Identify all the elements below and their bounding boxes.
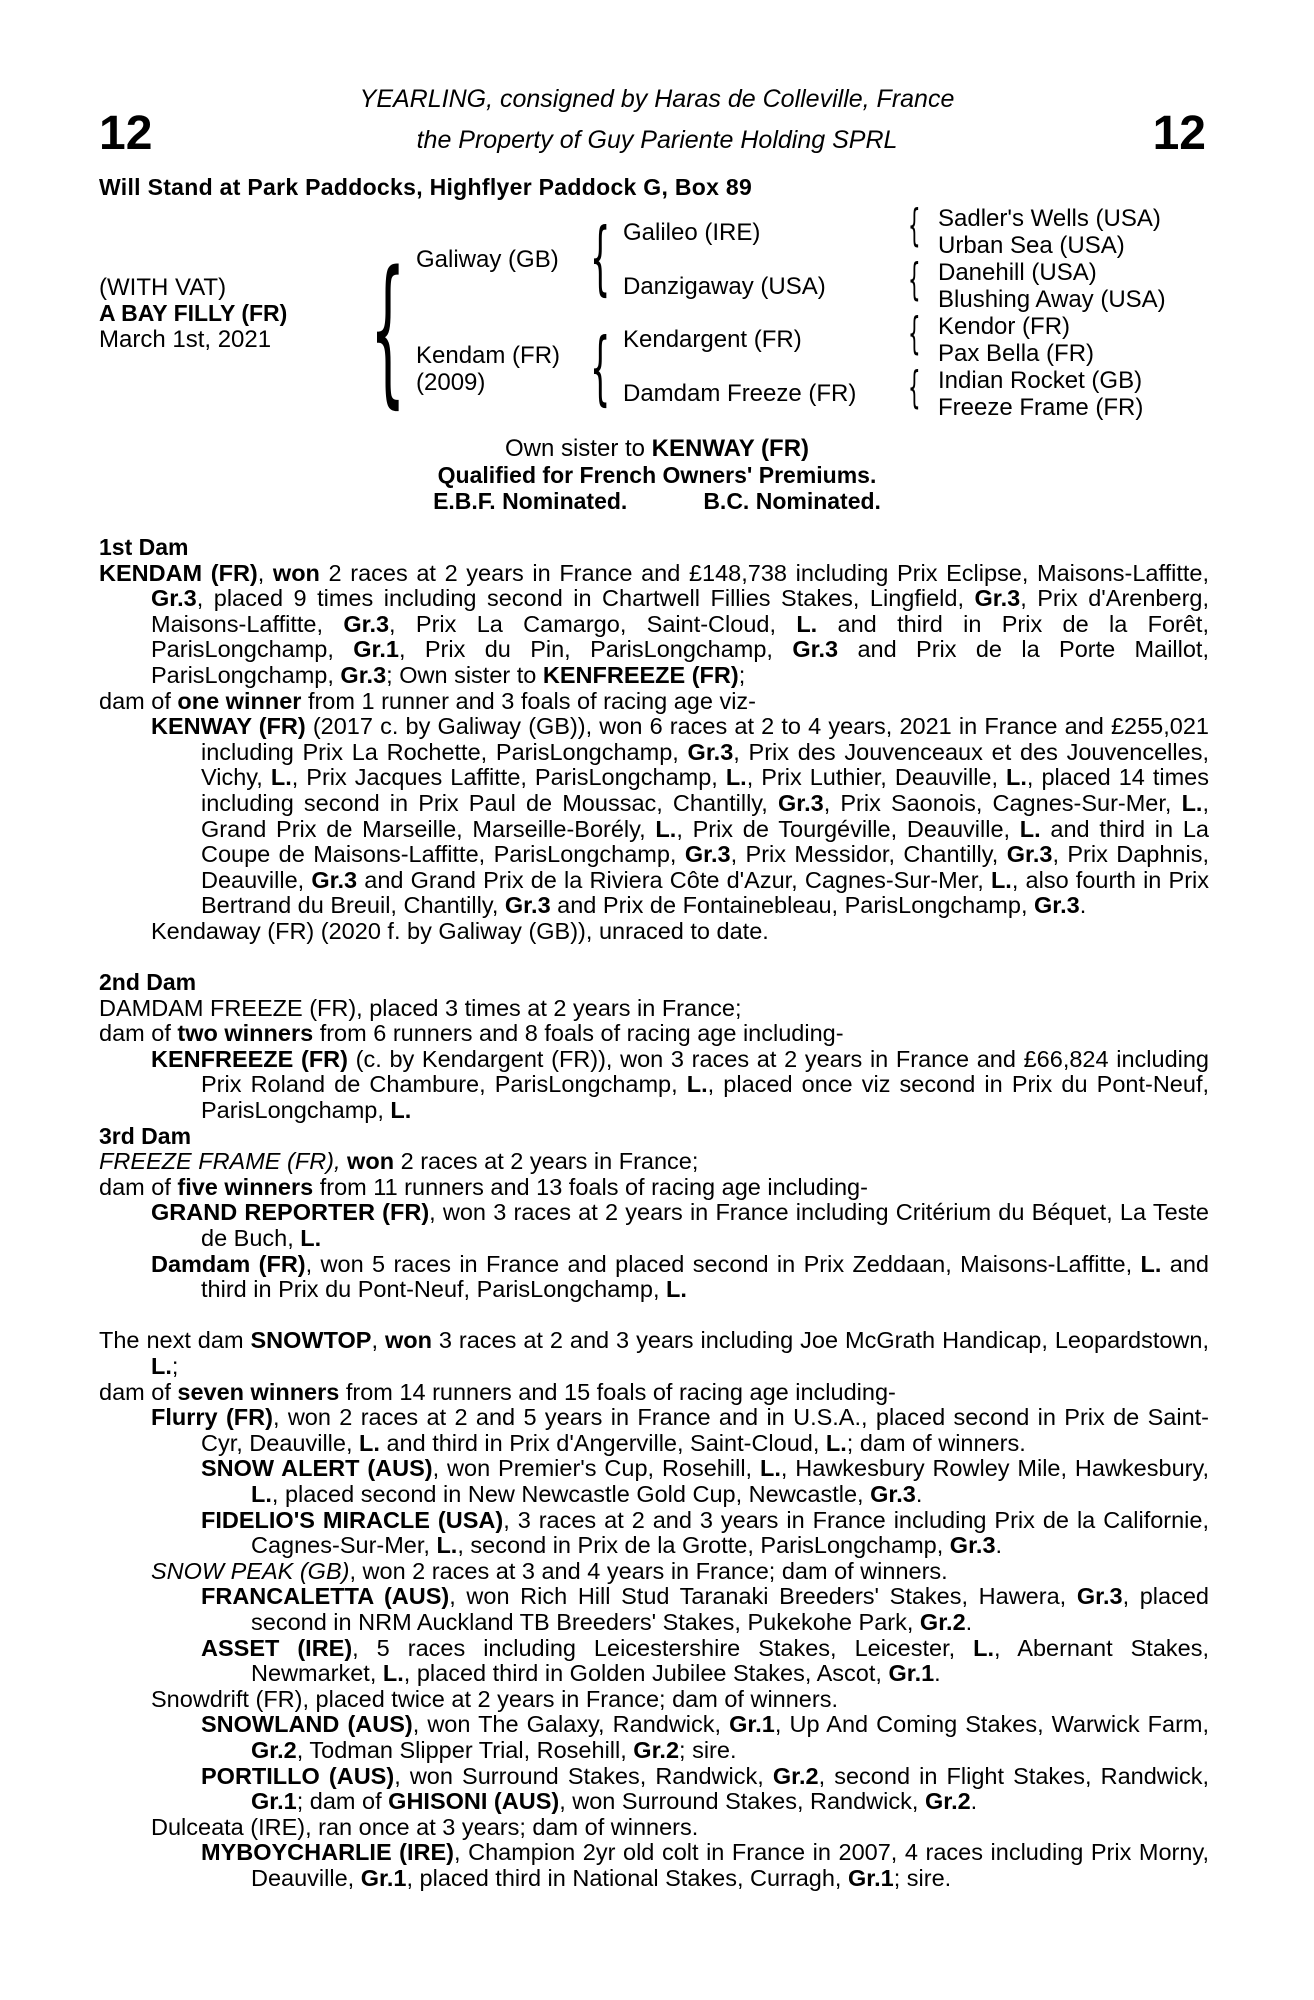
snowland-entry: SNOWLAND (AUS), won The Galaxy, Randwick, Gr.1, Up And Coming Stakes, Warwick Farm, Gr.2, Todman Slipper Trial, Rosehill, Gr.2; sire. [201, 1711, 1210, 1763]
dam-dam: Damdam Freeze (FR) [623, 380, 857, 407]
horse-dob: March 1st, 2021 [99, 326, 272, 353]
catalogue-body [99, 535, 1209, 1891]
sire-sire: Galileo (IRE) [623, 219, 761, 246]
ped-ddd: Freeze Frame (FR) [938, 394, 1144, 421]
portillo-entry: PORTILLO (AUS), won Surround Stakes, Randwick, Gr.2, second in Flight Stakes, Randwick, Gr.1; dam of GHISONI (AUS), won Surround Stakes, Randwick, Gr.2. [201, 1762, 1210, 1815]
stand-location: Will Stand at Park Paddocks, Highflyer Paddock G, Box 89 [99, 174, 753, 200]
brace-gen3-1: { [908, 200, 921, 251]
ped-ssd: Urban Sea (USA) [938, 232, 1125, 259]
dam-sire: Kendargent (FR) [623, 326, 802, 353]
sire-name: Galiway (GB) [416, 246, 559, 273]
snow-alert-entry: SNOW ALERT (AUS), won Premier's Cup, Rosehill, L., Hawkesbury Rowley Mile, Hawkesbury, L., placed second in New Newcastle Gold Cup, Newcastle, Gr.3. [201, 1455, 1209, 1507]
snowdrift-entry: Snowdrift (FR), placed twice at 2 years in France; dam of winners. [151, 1685, 838, 1712]
brace-gen1: { [370, 236, 406, 423]
third-dam-header: 3rd Dam [99, 1122, 192, 1149]
second-dam-line: DAMDAM FREEZE (FR), placed 3 times at 2 years in France; [99, 994, 742, 1021]
dam-name: Kendam (FR) [416, 342, 561, 369]
brace-gen3-2: { [908, 254, 921, 305]
francaletta-entry: FRANCALETTA (AUS), won Rich Hill Stud Taranaki Breeders' Stakes, Hawera, Gr.3, placed second in NRM Auckland TB Breeders' Stakes, Pukekohe Park, Gr.2. [201, 1583, 1209, 1635]
consignment-line-1: YEARLING, consigned by Haras de Colleville, France [359, 85, 955, 113]
second-dam-header: 2nd Dam [99, 969, 197, 996]
consignment-line-2: the Property of Guy Pariente Holding SPRL [416, 126, 898, 154]
third-dam-produce: dam of five winners from 11 runners and 13 foals of racing age including- [99, 1173, 868, 1200]
damdam-entry: Damdam (FR), won 5 races in France and placed second in Prix Zeddaan, Maisons-Laffitte, L. and third in Prix du Pont-Neuf, ParisLongchamp, L. [151, 1250, 1209, 1303]
qualified-note: Qualified for French Owners' Premiums. [437, 462, 877, 488]
lot-number-right: 12 [1152, 107, 1206, 160]
third-dam-line: FREEZE FRAME (FR), won 2 races at 2 years in France; [99, 1148, 699, 1175]
kenfreeze-entry: KENFREEZE (FR) (c. by Kendargent (FR)), won 3 races at 2 years in France and £66,824 including Prix Roland de Chambure, ParisLongchamp, L., placed once viz second in Prix du Pont-Neuf, ParisLongchamp, L. [151, 1045, 1209, 1124]
fidelios-miracle-entry: FIDELIO'S MIRACLE (USA), 3 races at 2 and 3 years in France including Prix de la Californie, Cagnes-Sur-Mer, L., second in Prix de la Grotte, ParisLongchamp, Gr.3. [201, 1506, 1210, 1559]
lot-number-left: 12 [99, 107, 153, 160]
dulceata-entry: Dulceata (IRE), ran once at 3 years; dam of winners. [151, 1813, 699, 1840]
asset-entry: ASSET (IRE), 5 races including Leicestershire Stakes, Leicester, L., Abernant Stakes, Newmarket, L., placed third in Golden Jubilee Stakes, Ascot, Gr.1. [201, 1634, 1209, 1687]
first-dam-header: 1st Dam [99, 534, 189, 560]
horse-name: A BAY FILLY (FR) [99, 300, 288, 326]
next-dam-produce: dam of seven winners from 14 runners and 15 foals of racing age including- [99, 1378, 896, 1405]
first-dam-paragraph: KENDAM (FR), won 2 races at 2 years in France and £148,738 including Prix Eclipse, Maisons-Laffitte, Gr.3, placed 9 times including second in Chartwell Fillies Stakes, Lingfield, Gr.3, Prix d'Arenberg, Maisons-Laffitte, Gr.3, Prix La Camargo, Saint-Cloud, L. and third in Prix de la Forêt, ParisLongchamp, Gr.1, Prix du Pin, ParisLongchamp, Gr.3 and Prix de la Porte Maillot, ParisLongchamp, Gr.3; Own sister to KENFREEZE (FR); [99, 559, 1210, 688]
snow-peak-entry: SNOW PEAK (GB), won 2 races at 3 and 4 years in France; dam of winners. [151, 1557, 948, 1584]
kenway-entry: KENWAY (FR) (2017 c. by Galiway (GB)), won 6 races at 2 to 4 years, 2021 in France and £255,021 including Prix La Rochette, ParisLongchamp, Gr.3, Prix des Jouvenceaux et des Jouvencelles, Vichy, L., Prix Jacques Laffitte, ParisLongchamp, L., Prix Luthier, Deauville, L., placed 14 times including second in Prix Paul de Moussac, Chantilly, Gr.3, Prix Saonois, Cagnes-Sur-Mer, L., Grand Prix de Marseille, Marseille-Borély, L., Prix de Tourgéville, Deauville, L. and third in La Coupe de Maisons-Laffitte, ParisLongchamp, Gr.3, Prix Messidor, Chantilly, Gr.3, Prix Daphnis, Deauville, Gr.3 and Grand Prix de la Riviera Côte d'Azur, Cagnes-Sur-Mer, L., also fourth in Prix Bertrand du Breuil, Chantilly, Gr.3 and Prix de Fontainebleau, ParisLongchamp, Gr.3. [151, 713, 1209, 919]
ped-dss: Kendor (FR) [938, 313, 1071, 340]
grand-reporter-entry: GRAND REPORTER (FR), won 3 races at 2 years in France including Critérium du Béquet, La Teste de Buch, L. [151, 1199, 1209, 1252]
ped-dds: Indian Rocket (GB) [938, 367, 1143, 394]
nominations: E.B.F. Nominated. B.C. Nominated. [433, 488, 881, 514]
next-dam-line: The next dam SNOWTOP, won 3 races at 2 and 3 years including Joe McGrath Handicap, Leopardstown, L.; [99, 1327, 1209, 1379]
dam-year: (2009) [416, 369, 486, 396]
sire-dam: Danzigaway (USA) [623, 273, 826, 300]
second-dam-produce: dam of two winners from 6 runners and 8 foals of racing age including- [99, 1020, 844, 1047]
ped-sdd: Blushing Away (USA) [938, 286, 1166, 313]
ped-sss: Sadler's Wells (USA) [938, 205, 1161, 232]
first-dam-produce: dam of one winner from 1 runner and 3 foals of racing age viz- [99, 687, 756, 714]
brace-gen2-sire: { [590, 211, 611, 304]
brace-gen2-dam: { [590, 321, 611, 414]
brace-gen3-4: { [908, 362, 921, 413]
ped-sds: Danehill (USA) [938, 259, 1097, 286]
ped-dsd: Pax Bella (FR) [938, 340, 1095, 367]
vat-note: (WITH VAT) [99, 274, 227, 301]
flurry-entry: Flurry (FR), won 2 races at 2 and 5 years in France and in U.S.A., placed second in Prix de Saint-Cyr, Deauville, L. and third in Prix d'Angerville, Saint-Cloud, L.; dam of winners. [151, 1404, 1209, 1456]
own-sister-note: Own sister to KENWAY (FR) [504, 435, 810, 462]
brace-gen3-3: { [908, 308, 921, 359]
myboycharlie-entry: MYBOYCHARLIE (IRE), Champion 2yr old colt in France in 2007, 4 races including Prix Morny, Deauville, Gr.1, placed third in National Stakes, Curragh, Gr.1; sire. [201, 1839, 1209, 1891]
kendaway-entry: Kendaway (FR) (2020 f. by Galiway (GB)), unraced to date. [151, 917, 769, 944]
